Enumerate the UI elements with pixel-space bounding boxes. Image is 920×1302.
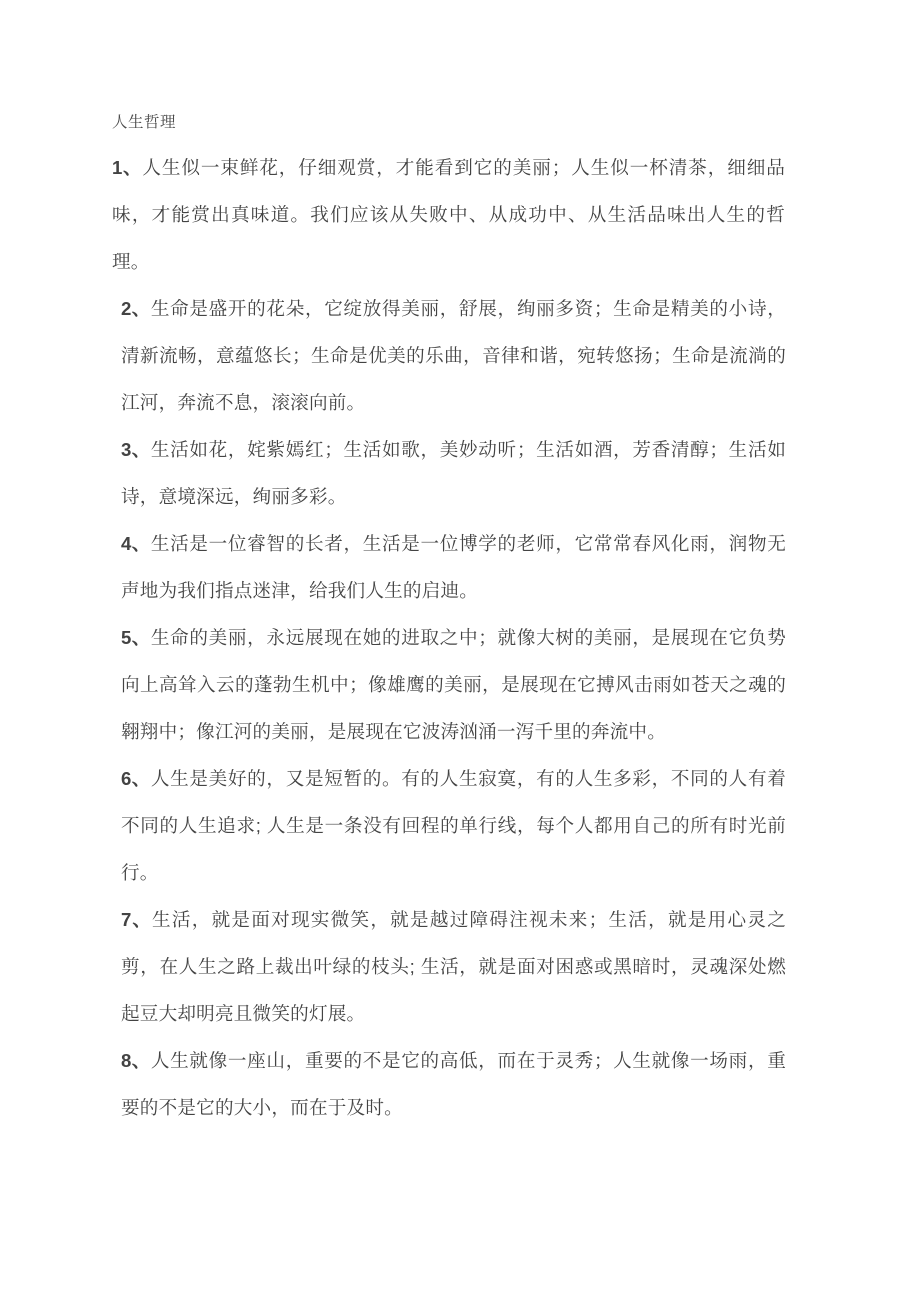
paragraph-text-7: 生活，就是面对现实微笑，就是越过障碍注视未来；生活，就是用心灵之剪，在人生之路上裁出叶绿的枝头; 生活，就是面对困惑或黑暗时，灵魂深处燃起豆大却明亮且微笑的灯展。 bbox=[121, 909, 787, 1024]
paragraph-number-7: 7、 bbox=[121, 909, 153, 930]
paragraph-number-8: 8、 bbox=[121, 1050, 151, 1071]
paragraph-number-4: 4、 bbox=[121, 533, 151, 554]
paragraph-text-3: 生活如花，姹紫嫣红；生活如歌，美妙动听；生活如酒，芳香清醇；生活如诗，意境深远，绚丽多彩。 bbox=[121, 439, 786, 507]
paragraph-8 bbox=[121, 1037, 786, 1131]
paragraph-text-8: 人生就像一座山，重要的不是它的高低，而在于灵秀；人生就像一场雨，重要的不是它的大小，而在于及时。 bbox=[121, 1050, 786, 1118]
paragraph-4 bbox=[121, 520, 786, 614]
paragraph-text-6: 人生是美好的，又是短暂的。有的人生寂寞，有的人生多彩，不同的人有着不同的人生追求; 人生是一条没有回程的单行线，每个人都用自己的所有时光前行。 bbox=[121, 768, 786, 883]
paragraph-1 bbox=[112, 144, 785, 285]
paragraph-number-5: 5、 bbox=[121, 627, 151, 648]
paragraph-text-5: 生命的美丽，永远展现在她的进取之中；就像大树的美丽，是展现在它负势向上高耸入云的蓬勃生机中；像雄鹰的美丽，是展现在它搏风击雨如苍天之魂的翱翔中；像江河的美丽，是展现在它波涛汹涌一泻千里的奔流中。 bbox=[121, 627, 786, 742]
paragraph-number-1: 1、 bbox=[112, 157, 143, 178]
paragraph-2 bbox=[121, 285, 786, 426]
paragraph-text-1: 人生似一束鲜花，仔细观赏，才能看到它的美丽；人生似一杯清茶，细细品味，才能赏出真味道。我们应该从失败中、从成功中、从生活品味出人生的哲理。 bbox=[112, 157, 785, 272]
paragraph-6 bbox=[121, 755, 786, 896]
paragraph-text-4: 生活是一位睿智的长者，生活是一位博学的老师，它常常春风化雨，润物无声地为我们指点迷津，给我们人生的启迪。 bbox=[121, 533, 786, 601]
paragraph-number-3: 3、 bbox=[121, 439, 151, 460]
paragraph-number-6: 6、 bbox=[121, 768, 151, 789]
paragraph-3 bbox=[121, 426, 786, 520]
paragraph-5 bbox=[121, 614, 786, 755]
paragraph-text-2: 生命是盛开的花朵，它绽放得美丽，舒展，绚丽多资；生命是精美的小诗，清新流畅，意蕴悠长；生命是优美的乐曲，音律和谐，宛转悠扬；生命是流淌的江河，奔流不息，滚滚向前。 bbox=[121, 298, 786, 413]
paragraph-7 bbox=[121, 896, 786, 1037]
document-title: 人生哲理 bbox=[112, 114, 177, 131]
paragraph-number-2: 2、 bbox=[121, 298, 151, 319]
